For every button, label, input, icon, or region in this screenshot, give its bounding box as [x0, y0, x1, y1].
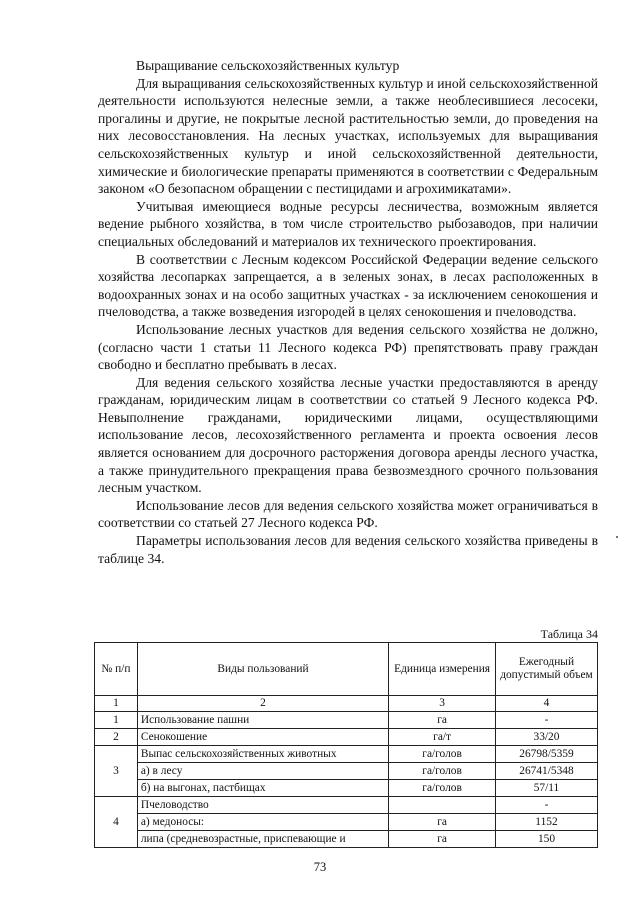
column-number: 2: [137, 696, 388, 712]
row-value: -: [495, 797, 597, 814]
row-value: 1152: [495, 814, 597, 831]
header-unit: Единица измерения: [389, 643, 496, 696]
page-number: 73: [313, 860, 327, 874]
row-type: а) в лесу: [137, 763, 388, 780]
column-number: 3: [389, 696, 496, 712]
row-value: 26741/5348: [495, 763, 597, 780]
row-unit: га: [389, 831, 496, 848]
row-unit: [389, 797, 496, 814]
table-row: [95, 746, 598, 763]
row-type: Пчеловодство: [137, 797, 388, 814]
scan-speck: [616, 536, 618, 538]
header-num: № п/п: [95, 643, 138, 696]
row-unit: га/т: [389, 729, 496, 746]
row-value: -: [495, 712, 597, 729]
table-row: [95, 712, 598, 729]
header-volume: Ежегодный допустимый объем: [495, 643, 597, 696]
column-number: 1: [95, 696, 138, 712]
row-unit: га/голов: [389, 746, 496, 763]
paragraph-restrictions: В соответствии с Лесным кодексом Российской Федерации ведение сельского хозяйства лесопарках запрещается, а в зеленых зонах, в лесах расположенных в водоохранных зонах и на особо защитных участках - за исключением сенокошения и пчеловодства, а также возведения изгородей в целях сенокошения и пчеловодства.: [98, 251, 598, 320]
row-unit: га: [389, 712, 496, 729]
row-unit: га: [389, 814, 496, 831]
row-num: 1: [95, 712, 138, 729]
table-row: [95, 780, 598, 797]
column-number-row: [95, 696, 598, 712]
row-type: липа (средневозрастные, приспевающие и: [137, 831, 388, 848]
row-unit: га/голов: [389, 780, 496, 797]
row-value: 33/20: [495, 729, 597, 746]
header-type: Виды пользований: [137, 643, 388, 696]
paragraph-crops: Для выращивания сельскохозяйственных культур и иной сельскохозяйственной деятельности используются нелесные земли, а также необлесившиеся лесосеки, прогалины и другие, не покрытые лесной растительностью земли, до проведения на них лесовосстановления. На лесных участках, используемых для выращивания сельскохозяйственных культур и иной сельскохозяйственной деятельности, химические и биологические препараты применяются в соответствии с Федеральным законом «О безопасном обращении с пестицидами и агрохимикатами».: [98, 75, 598, 197]
row-value: 150: [495, 831, 597, 848]
parameters-table: [94, 642, 598, 848]
row-type: Сенокошение: [137, 729, 388, 746]
table-row: [95, 729, 598, 746]
body-text: [98, 57, 598, 567]
row-num: 4: [95, 797, 138, 848]
row-num: 2: [95, 729, 138, 746]
table-row: [95, 814, 598, 831]
paragraph-fishery: Учитывая имеющиеся водные ресурсы лесничества, возможным является ведение рыбного хозяйства, в том числе строительство рыбозаводов, при наличии специальных обследований и материалов их технического проектирования.: [98, 198, 598, 249]
paragraph-lease: Для ведения сельского хозяйства лесные участки предоставляются в аренду гражданам, юридическим лицам в соответствии со статьей 9 Лесного кодекса РФ. Невыполнение гражданами, юридическими лицами, осуществляющими использование лесов, лесохозяйственного регламента и проекта освоения лесов является основанием для досрочного расторжения договора аренды лесного участка, а также принудительного прекращения права безвозмездного срочного пользования лесным участком.: [98, 374, 598, 496]
table-caption: Таблица 34: [540, 627, 598, 641]
table-row: [95, 763, 598, 780]
row-type: а) медоносы:: [137, 814, 388, 831]
row-type: Выпас сельскохозяйственных животных: [137, 746, 388, 763]
row-unit: га/голов: [389, 763, 496, 780]
row-type: б) на выгонах, пастбищах: [137, 780, 388, 797]
table-header-row: [95, 643, 598, 696]
paragraph-access-rights: Использование лесных участков для ведения сельского хозяйства не должно, (согласно части 1 статьи 11 Лесного кодекса РФ) препятствовать праву граждан свободно и бесплатно пребывать в лесах.: [98, 321, 598, 373]
row-value: 26798/5359: [495, 746, 597, 763]
paragraph-limits: Использование лесов для ведения сельского хозяйства может ограничиваться в соответствии со статьей 27 Лесного кодекса РФ.: [98, 497, 598, 531]
table-row: [95, 797, 598, 814]
row-value: 57/11: [495, 780, 597, 797]
table-row: [95, 831, 598, 848]
row-type: Использование пашни: [137, 712, 388, 729]
section-heading: Выращивание сельскохозяйственных культур: [136, 58, 400, 73]
paragraph-table-intro: Параметры использования лесов для ведения сельского хозяйства приведены в таблице 34.: [98, 533, 598, 566]
row-num: 3: [95, 746, 138, 797]
column-number: 4: [495, 696, 597, 712]
